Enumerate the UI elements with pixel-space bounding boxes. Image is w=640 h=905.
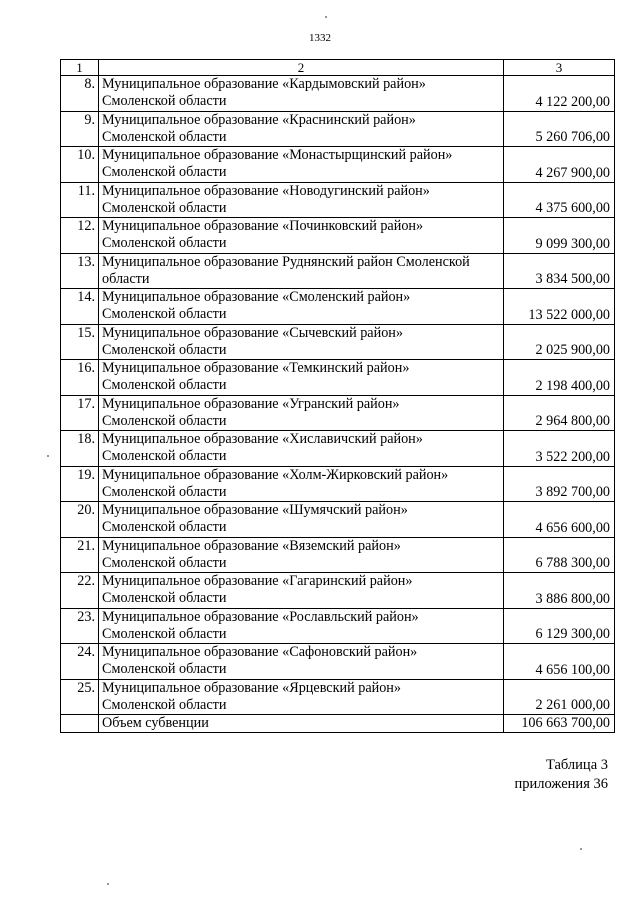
row-number: 9. [61,111,99,147]
table-row [61,324,615,360]
municipality-name-line-2: Смоленской области [102,661,227,677]
municipality-name-line-2: Смоленской области [102,341,227,358]
municipality-name [99,573,504,609]
municipality-name-line-2: Смоленской области [102,164,227,180]
municipality-name-line-2: Смоленской области [102,377,227,393]
municipality-name-line-2: Смоленской области [102,128,227,145]
table-caption [515,756,608,794]
row-number: 20. [61,502,99,538]
table-row [61,502,615,538]
table-row [61,111,615,147]
municipality-name-line-2: Смоленской области [102,306,227,322]
municipality-name-line-1: Муниципальное образование «Вяземский район» [102,537,401,554]
subvention-amount: 5 260 706,00 [504,111,615,147]
total-label: Объем субвенции [99,715,504,733]
subvention-amount: 9 099 300,00 [504,218,615,254]
subvention-amount: 4 267 900,00 [504,147,615,183]
municipality-name-line-1: Муниципальное образование «Шумячский район» [102,502,408,518]
municipality-name-line-2: Смоленской области [102,590,227,606]
scan-speck [325,16,327,18]
scan-speck [47,455,49,457]
municipality-name-line-1: Муниципальное образование «Сафоновский район» [102,644,418,660]
row-number: 8. [61,76,99,112]
municipality-name [99,218,504,254]
header-col-3: 3 [504,60,615,76]
subvention-amount: 2 964 800,00 [504,395,615,431]
municipality-name-line-1: Муниципальное образование «Темкинский район» [102,360,410,376]
table-row [61,466,615,502]
table-row [61,253,615,289]
subvention-table [60,59,615,733]
municipality-name [99,147,504,183]
table-row [61,395,615,431]
subvention-amount: 3 522 200,00 [504,431,615,467]
municipality-name-line-1: Муниципальное образование «Угранский район» [102,395,400,412]
municipality-name-line-1: Муниципальное образование «Холм-Жирковский район» [102,466,449,483]
row-number: 25. [61,679,99,715]
municipality-name-line-2: Смоленской области [102,199,227,216]
municipality-name-line-2: Смоленской области [102,483,227,500]
row-number: 24. [61,644,99,680]
municipality-name-line-2: Смоленской области [102,696,227,713]
municipality-name [99,431,504,467]
municipality-name-line-1: Муниципальное образование «Ярцевский район» [102,679,401,696]
municipality-name-line-1: Муниципальное образование «Краснинский район» [102,111,416,128]
municipality-name-line-1: Муниципальное образование «Починковский район» [102,218,424,234]
row-number: 21. [61,537,99,573]
row-number: 12. [61,218,99,254]
municipality-name-line-1: Муниципальное образование «Сычевский район» [102,324,403,341]
subvention-amount: 4 122 200,00 [504,76,615,112]
table-row [61,289,615,325]
scan-speck [107,883,109,885]
row-number: 17. [61,395,99,431]
municipality-name [99,324,504,360]
municipality-name-line-2: Смоленской области [102,93,227,109]
table-row [61,360,615,396]
subvention-amount: 3 834 500,00 [504,253,615,289]
subvention-amount: 2 261 000,00 [504,679,615,715]
municipality-name [99,289,504,325]
row-number: 15. [61,324,99,360]
table-row [61,431,615,467]
caption-appendix: приложения 36 [514,776,608,792]
subvention-amount: 3 892 700,00 [504,466,615,502]
municipality-name [99,502,504,538]
table-row [61,182,615,218]
row-number: 16. [61,360,99,396]
total-row [61,715,615,733]
municipality-name [99,111,504,147]
row-number: 19. [61,466,99,502]
municipality-name [99,76,504,112]
table-row [61,537,615,573]
municipality-name-line-1: Муниципальное образование «Смоленский район» [102,289,411,305]
municipality-name [99,608,504,644]
municipality-name-line-2: области [102,270,150,287]
total-amount: 106 663 700,00 [504,715,615,733]
municipality-name-line-1: Муниципальное образование «Хиславичский район» [102,431,423,447]
subvention-amount: 13 522 000,00 [504,289,615,325]
municipality-name-line-2: Смоленской области [102,519,227,535]
municipality-name-line-2: Смоленской области [102,625,227,642]
table-header-row [61,60,615,76]
municipality-name [99,360,504,396]
table-row [61,679,615,715]
municipality-name-line-1: Муниципальное образование «Монастырщинский район» [102,147,453,163]
municipality-name [99,253,504,289]
row-number: 14. [61,289,99,325]
municipality-name-line-2: Смоленской области [102,554,227,571]
total-num-cell [61,715,99,733]
municipality-name [99,537,504,573]
subvention-amount: 2 198 400,00 [504,360,615,396]
caption-table-number: Таблица 3 [545,757,608,773]
subvention-amount: 6 129 300,00 [504,608,615,644]
municipality-name [99,182,504,218]
municipality-name-line-1: Муниципальное образование Руднянский район Смоленской [102,253,470,270]
municipality-name-line-1: Муниципальное образование «Рославльский район» [102,608,419,625]
row-number: 22. [61,573,99,609]
row-number: 23. [61,608,99,644]
subvention-amount: 6 788 300,00 [504,537,615,573]
table-row [61,573,615,609]
municipality-name-line-1: Муниципальное образование «Кардымовский район» [102,76,426,92]
table-row [61,644,615,680]
municipality-name-line-1: Муниципальное образование «Новодугинский район» [102,182,430,199]
subvention-amount: 4 375 600,00 [504,182,615,218]
table-row [61,608,615,644]
page-number: 1332 [309,32,331,44]
subvention-amount: 4 656 600,00 [504,502,615,538]
row-number: 13. [61,253,99,289]
table-row [61,218,615,254]
municipality-name [99,679,504,715]
municipality-name [99,466,504,502]
municipality-name-line-1: Муниципальное образование «Гагаринский район» [102,573,413,589]
municipality-name-line-2: Смоленской области [102,448,227,464]
municipality-name [99,395,504,431]
municipality-name-line-2: Смоленской области [102,412,227,429]
subvention-amount: 4 656 100,00 [504,644,615,680]
header-col-2: 2 [99,60,504,76]
row-number: 11. [61,182,99,218]
subvention-amount: 2 025 900,00 [504,324,615,360]
header-col-1: 1 [61,60,99,76]
municipality-name [99,644,504,680]
scan-speck [580,848,582,850]
subvention-amount: 3 886 800,00 [504,573,615,609]
table-row [61,147,615,183]
row-number: 18. [61,431,99,467]
table-row [61,76,615,112]
municipality-name-line-2: Смоленской области [102,235,227,251]
row-number: 10. [61,147,99,183]
